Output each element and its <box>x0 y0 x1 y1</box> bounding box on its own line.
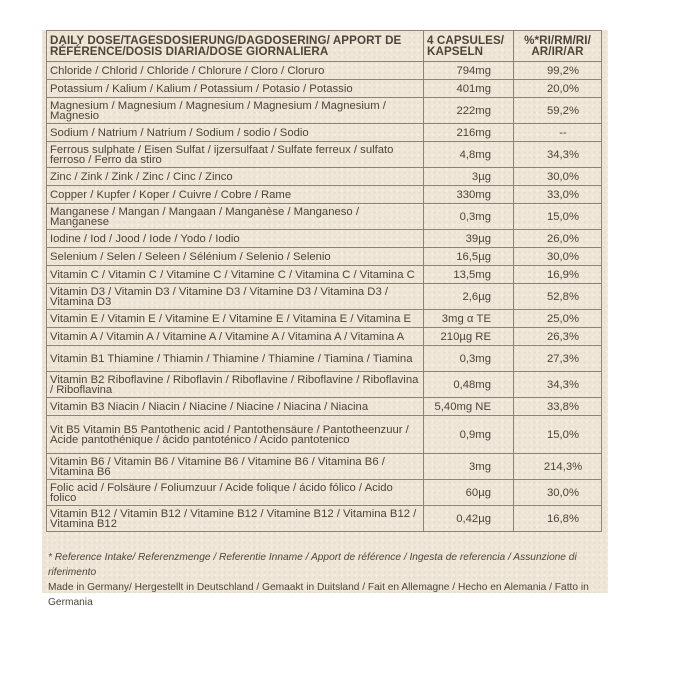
nutrient-percent: 16,8% <box>514 506 602 532</box>
nutrient-percent: 30,0% <box>514 168 602 186</box>
nutrient-amount: 216mg <box>424 124 514 142</box>
nutrient-percent: 34,3% <box>514 142 602 168</box>
table-row <box>47 310 602 328</box>
nutrient-amount: 3mg <box>424 454 514 480</box>
table-row <box>47 124 602 142</box>
nutrient-amount: 4,8mg <box>424 142 514 168</box>
nutrient-amount: 0,3mg <box>424 204 514 230</box>
table-row <box>47 98 602 124</box>
nutrient-amount: 16,5µg <box>424 248 514 266</box>
nutrient-name: Zinc / Zink / Zink / Zinc / Cinc / Zinco <box>47 168 424 186</box>
nutrient-amount: 5,40mg NE <box>424 398 514 416</box>
nutrient-amount: 0,3mg <box>424 346 514 372</box>
table-row <box>47 454 602 480</box>
table-row <box>47 284 602 310</box>
nutrient-name: Vitamin E / Vitamin E / Vitamine E / Vitamine E / Vitamina E / Vitamina E <box>47 310 424 328</box>
supplement-label <box>42 30 608 608</box>
table-row <box>47 372 602 398</box>
nutrient-percent: 20,0% <box>514 80 602 98</box>
header-reference-intake: %*RI/RM/RI/ AR/IR/AR <box>514 31 602 62</box>
nutrient-amount: 2,6µg <box>424 284 514 310</box>
nutrient-percent: 34,3% <box>514 372 602 398</box>
table-row <box>47 248 602 266</box>
nutrient-name: Vitamin B6 / Vitamin B6 / Vitamine B6 / Vitamine B6 / Vitamina B6 / Vitamina B6 <box>47 454 424 480</box>
nutrient-name: Folic acid / Folsäure / Foliumzuur / Acide folique / ácido fólico / Acido folico <box>47 480 424 506</box>
nutrient-amount: 0,42µg <box>424 506 514 532</box>
nutrient-amount: 210µg RE <box>424 328 514 346</box>
label-footnote <box>48 550 608 610</box>
nutrient-name: Manganese / Mangan / Mangaan / Manganèse / Manganeso / Manganese <box>47 204 424 230</box>
table-row <box>47 168 602 186</box>
nutrient-name: Vitamin B2 Riboflavine / Riboflavin / Riboflavine / Riboflavine / Riboflavina / Riboflavina <box>47 372 424 398</box>
nutrient-name: Ferrous sulphate / Eisen Sulfat / ijzersulfaat / Sulfate ferreux / sulfato ferroso / Ferro da stiro <box>47 142 424 168</box>
nutrient-percent: 33,0% <box>514 186 602 204</box>
nutrient-percent: 27,3% <box>514 346 602 372</box>
table-row <box>47 506 602 532</box>
table-row <box>47 416 602 454</box>
nutrient-percent: 214,3% <box>514 454 602 480</box>
nutrient-name: Sodium / Natrium / Natrium / Sodium / sodio / Sodio <box>47 124 424 142</box>
nutrient-name: Iodine / Iod / Jood / Iode / Yodo / Iodio <box>47 230 424 248</box>
table-row <box>47 62 602 80</box>
country-of-origin-note: Made in Germany/ Hergestellt in Deutschland / Gemaakt in Duitsland / Fait en Allemagne / Hecho en Alemania / Fatto in Germania <box>48 582 589 608</box>
nutrient-percent: 52,8% <box>514 284 602 310</box>
nutrient-name: Potassium / Kalium / Kalium / Potassium / Potasio / Potassio <box>47 80 424 98</box>
nutrient-name: Vitamin C / Vitamin C / Vitamine C / Vitamine C / Vitamina C / Vitamina C <box>47 266 424 284</box>
nutrient-name: Chloride / Chlorid / Chloride / Chlorure / Cloro / Cloruro <box>47 62 424 80</box>
table-row <box>47 204 602 230</box>
nutrient-name: Magnesium / Magnesium / Magnesium / Magnesium / Magnesium / Magnesio <box>47 98 424 124</box>
nutrient-percent: 33,8% <box>514 398 602 416</box>
table-row <box>47 346 602 372</box>
reference-intake-note: * Reference Intake/ Referenzmenge / Referentie Inname / Apport de référence / Ingesta de referencia / Assunzione di riferimento <box>48 552 577 578</box>
nutrient-percent: 26,0% <box>514 230 602 248</box>
table-row <box>47 230 602 248</box>
nutrient-percent: 15,0% <box>514 204 602 230</box>
nutrient-percent: 99,2% <box>514 62 602 80</box>
nutrient-name: Vitamin D3 / Vitamin D3 / Vitamine D3 / Vitamine D3 / Vitamina D3 / Vitamina D3 <box>47 284 424 310</box>
nutrient-name: Vitamin B12 / Vitamin B12 / Vitamine B12 / Vitamine B12 / Vitamina B12 / Vitamina B12 <box>47 506 424 532</box>
nutrient-amount: 3mg α TE <box>424 310 514 328</box>
nutrient-amount: 3µg <box>424 168 514 186</box>
nutrient-amount: 222mg <box>424 98 514 124</box>
nutrient-name: Copper / Kupfer / Koper / Cuivre / Cobre / Rame <box>47 186 424 204</box>
nutrient-percent: 26,3% <box>514 328 602 346</box>
table-row <box>47 480 602 506</box>
table-row <box>47 186 602 204</box>
nutrient-percent: 16,9% <box>514 266 602 284</box>
table-row <box>47 328 602 346</box>
nutrient-amount: 13,5mg <box>424 266 514 284</box>
nutrient-amount: 60µg <box>424 480 514 506</box>
table-row <box>47 266 602 284</box>
nutrient-amount: 330mg <box>424 186 514 204</box>
table-row <box>47 142 602 168</box>
nutrition-table <box>46 30 602 532</box>
nutrient-percent: 30,0% <box>514 248 602 266</box>
nutrient-name: Vitamin A / Vitamin A / Vitamine A / Vitamine A / Vitamina A / Vitamina A <box>47 328 424 346</box>
table-row <box>47 398 602 416</box>
table-header-row <box>47 31 602 62</box>
table-row <box>47 80 602 98</box>
nutrient-percent: 25,0% <box>514 310 602 328</box>
nutrient-name: Vitamin B1 Thiamine / Thiamin / Thiamine / Thiamine / Tiamina / Tiamina <box>47 346 424 372</box>
nutrient-amount: 401mg <box>424 80 514 98</box>
nutrient-amount: 0,48mg <box>424 372 514 398</box>
header-capsules: 4 CAPSULES/ KAPSELN <box>424 31 514 62</box>
nutrient-name: Selenium / Selen / Seleen / Sélénium / Selenio / Selenio <box>47 248 424 266</box>
nutrient-percent: 30,0% <box>514 480 602 506</box>
nutrient-name: Vitamin B3 Niacin / Niacin / Niacine / Niacine / Niacina / Niacina <box>47 398 424 416</box>
nutrient-percent: 59,2% <box>514 98 602 124</box>
nutrient-amount: 0,9mg <box>424 416 514 454</box>
nutrient-name: Vit B5 Vitamin B5 Pantothenic acid / Pantothensäure / Pantotheenzuur / Acide pantothénique / ácido pantoténico / Acido pantotenico <box>47 416 424 454</box>
nutrient-amount: 794mg <box>424 62 514 80</box>
nutrient-percent: 15,0% <box>514 416 602 454</box>
nutrient-amount: 39µg <box>424 230 514 248</box>
nutrient-percent: -- <box>514 124 602 142</box>
header-daily-dose: DAILY DOSE/TAGESDOSIERUNG/DAGDOSERING/ APPORT DE RÉFÉRENCE/DOSIS DIARIA/DOSE GIORNALIERA <box>47 31 424 62</box>
